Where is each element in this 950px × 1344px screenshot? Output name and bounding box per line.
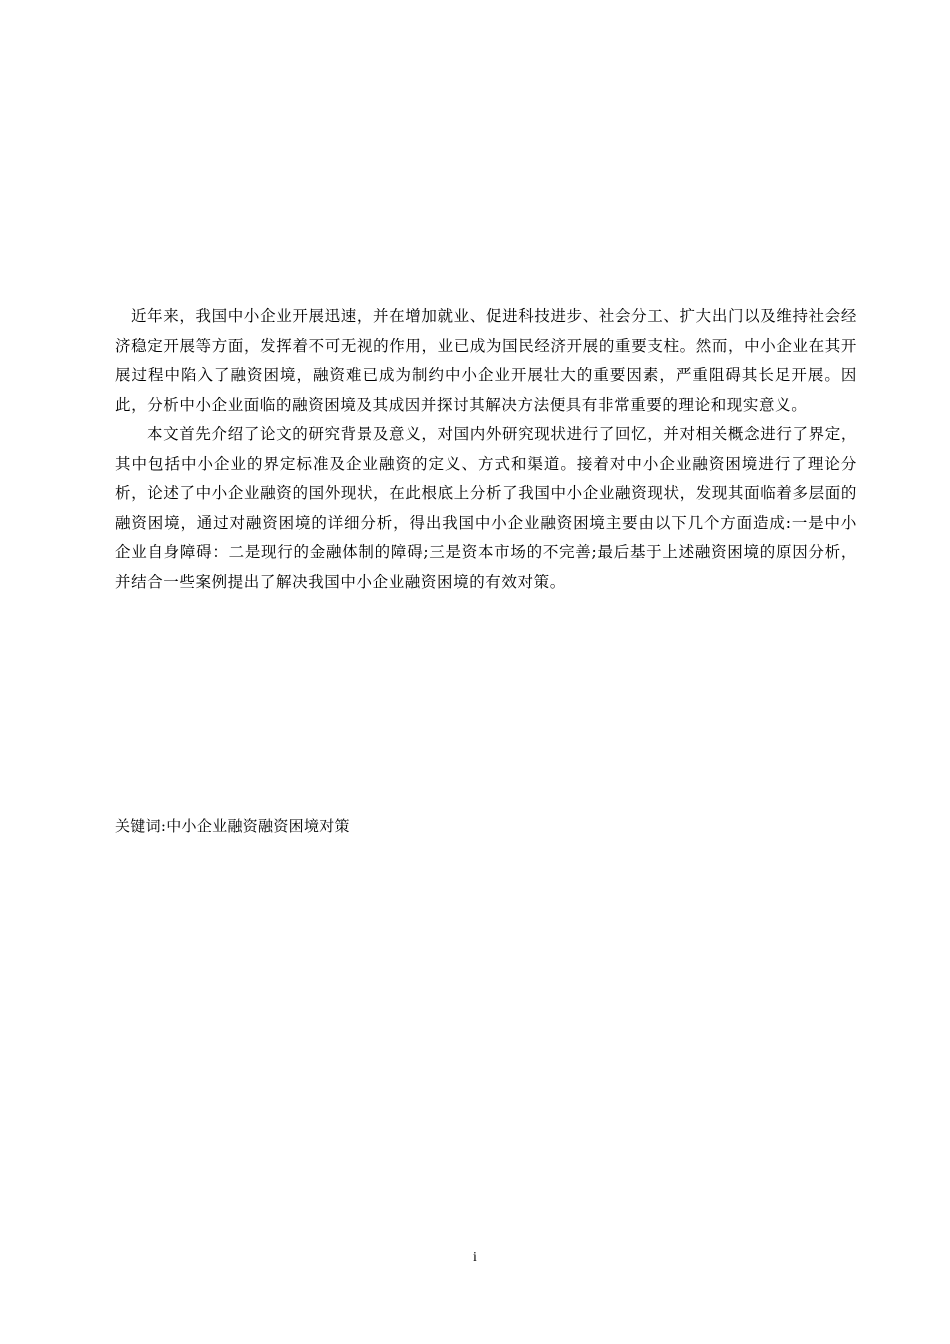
abstract-paragraph-2: 本文首先介绍了论文的研究背景及意义，对国内外研究现状进行了回忆，并对相关概念进行了界定，其中包括中小企业的界定标准及企业融资的定义、方式和渠道。接着对中小企业融资困境进行了理论分析，论述了中小企业融资的国外现状，在此根底上分析了我国中小企业融资现状，发现其面临着多层面的融资困境，通过对融资困境的详细分析，得出我国中小企业融资困境主要由以下几个方面造成:一是中小企业自身障碍：二是现行的金融体制的障碍;三是资本市场的不完善;最后基于上述融资困境的原因分析，并结合一些案例提出了解决我国中小企业融资困境的有效对策。: [115, 425, 857, 591]
abstract-paragraph-1: 近年来，我国中小企业开展迅速，并在增加就业、促进科技进步、社会分工、扩大出门以及维持社会经济稳定开展等方面，发挥着不可无视的作用，业已成为国民经济开展的重要支柱。然而，中小企业在其开展过程中陷入了融资困境，融资难已成为制约中小企业开展壮大的重要因素，严重阻碍其长足开展。因此，分析中小企业面临的融资困境及其成因并探讨其解决方法便具有非常重要的理论和现实意义。: [115, 307, 857, 414]
keywords-line: 关键词:中小企业融资融资困境对策: [115, 817, 350, 835]
abstract-body: [115, 302, 857, 597]
page-number: i: [473, 1250, 477, 1265]
